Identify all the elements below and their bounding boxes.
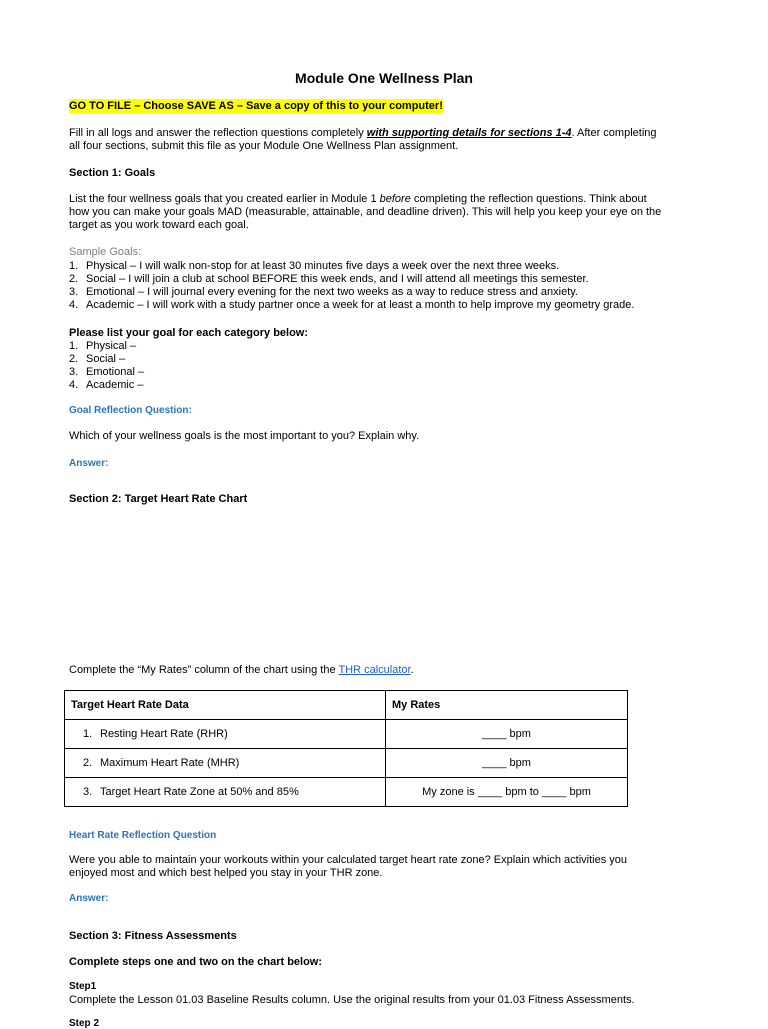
hr-reflection-heading: Heart Rate Reflection Question: [69, 830, 217, 841]
list-item[interactable]: [69, 366, 144, 379]
step1-label: Step1: [69, 981, 97, 992]
step1-text: Complete the Lesson 01.03 Baseline Results column. Use the original results from your 01.03 Fitness Assessments.: [69, 994, 635, 1006]
intro-line-1: [69, 127, 657, 140]
table-cell: [65, 720, 386, 749]
list-number: 1.: [69, 260, 79, 272]
goal-category-list: [69, 340, 144, 392]
row-number: 1.: [83, 728, 93, 740]
section1-paragraph: [69, 193, 661, 232]
section1-line-2: how you can make your goals MAD (measurable, attainable, and deadline driven). This will help you keep your eye on the: [69, 206, 662, 218]
table-cell: [65, 778, 386, 807]
row-label: Maximum Heart Rate (MHR): [100, 757, 240, 769]
list-text: Physical –: [86, 340, 137, 352]
list-number: 2.: [69, 273, 79, 285]
goal-answer-label[interactable]: Answer:: [69, 458, 109, 469]
table-cell-my-rate[interactable]: My zone is ____ bpm to ____ bpm: [386, 778, 628, 807]
sample-goals-label: Sample Goals:: [69, 246, 142, 258]
section1-text: List the four wellness goals that you created earlier in Module 1: [69, 193, 380, 205]
intro-text-post: . After completing: [571, 127, 657, 139]
table-header-cell: Target Heart Rate Data: [65, 691, 386, 720]
list-text: Social – I will join a club at school BEFORE this week ends, and I will attend all meetings this semester.: [86, 273, 589, 285]
list-number: 3.: [69, 286, 79, 298]
table-cell-my-rate[interactable]: ____ bpm: [386, 720, 628, 749]
sample-goals-list: [69, 260, 634, 312]
table-header-row: [65, 691, 628, 720]
hr-answer-label[interactable]: Answer:: [69, 893, 109, 904]
thr-calculator-link[interactable]: THR calculator: [338, 664, 411, 676]
section1-text-post: completing the reflection questions. Think about: [410, 193, 647, 205]
thr-table: [64, 690, 628, 807]
save-instruction-text: GO TO FILE – Choose SAVE AS – Save a copy of this to your computer!: [69, 100, 443, 112]
list-item[interactable]: [69, 379, 144, 392]
list-text: Academic – I will work with a study partner once a week for at least a month to help improve my geometry grade.: [86, 299, 635, 311]
list-item[interactable]: [69, 340, 144, 353]
list-text: Social –: [86, 353, 126, 365]
section1-heading: Section 1: Goals: [69, 167, 156, 179]
section2-heading: Section 2: Target Heart Rate Chart: [69, 493, 248, 505]
section1-line-3: target as you work toward each goal.: [69, 219, 249, 231]
section3-heading: Section 3: Fitness Assessments: [69, 930, 237, 942]
section1-italic: before: [379, 193, 411, 205]
hr-reflection-line-1: Were you able to maintain your workouts within your calculated target heart rate zone? Explain which activities you: [69, 854, 628, 866]
thr-instruction-text: Complete the “My Rates” column of the chart using the: [69, 664, 339, 676]
list-item: [69, 286, 634, 299]
hr-reflection-question: [69, 854, 627, 880]
save-instruction-banner: [69, 100, 443, 112]
list-item[interactable]: [69, 353, 144, 366]
intro-line-2: all four sections, submit this file as your Module One Wellness Plan assignment.: [69, 140, 459, 152]
list-text: Academic –: [86, 379, 144, 391]
table-row: [65, 720, 628, 749]
row-label: Resting Heart Rate (RHR): [100, 728, 228, 740]
list-text: Emotional –: [86, 366, 145, 378]
page-title: Module One Wellness Plan: [295, 70, 473, 86]
goal-reflection-question: Which of your wellness goals is the most important to you? Explain why.: [69, 430, 420, 442]
list-number: 2.: [69, 353, 79, 365]
step2-label: Step 2: [69, 1018, 100, 1029]
thr-instruction: [69, 664, 414, 676]
row-number: 2.: [83, 757, 93, 769]
list-number: 3.: [69, 366, 79, 378]
table-cell: [65, 749, 386, 778]
section1-line-1: [69, 193, 661, 206]
row-label: Target Heart Rate Zone at 50% and 85%: [100, 786, 299, 798]
list-item: [69, 299, 634, 312]
list-text: Emotional – I will journal every evening for the next two weeks as a way to reduce stress and anxiety.: [86, 286, 578, 298]
list-item: [69, 273, 634, 286]
table-cell-my-rate[interactable]: ____ bpm: [386, 749, 628, 778]
row-number: 3.: [83, 786, 93, 798]
goal-reflection-heading: Goal Reflection Question:: [69, 405, 192, 416]
thr-instruction-post: .: [410, 664, 414, 676]
intro-paragraph: [69, 127, 657, 153]
intro-emphasis: with supporting details for sections 1-4: [366, 127, 572, 139]
list-number: 4.: [69, 299, 79, 311]
list-number: 1.: [69, 340, 79, 352]
table-row: [65, 778, 628, 807]
hr-reflection-line-2: enjoyed most and which best helped you stay in your THR zone.: [69, 867, 383, 879]
list-text: Physical – I will walk non-stop for at least 30 minutes five days a week over the next three weeks.: [86, 260, 560, 272]
table-header-cell: My Rates: [386, 691, 628, 720]
section3-instruction: Complete steps one and two on the chart below:: [69, 956, 323, 968]
goal-list-prompt: Please list your goal for each category below:: [69, 327, 309, 339]
table-row: [65, 749, 628, 778]
list-item: [69, 260, 634, 273]
intro-text: Fill in all logs and answer the reflection questions completely: [69, 127, 367, 139]
list-number: 4.: [69, 379, 79, 391]
